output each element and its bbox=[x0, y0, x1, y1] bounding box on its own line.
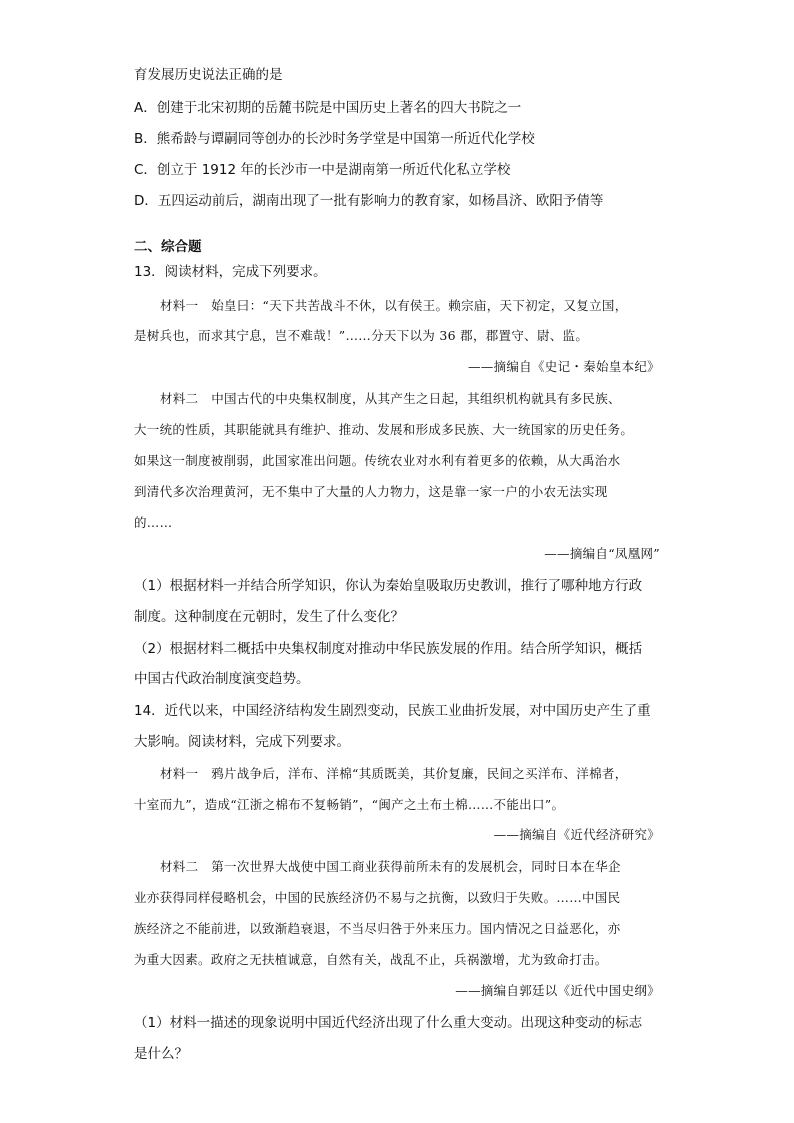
q13-material1-source: ——摘编自《史记・秦始皇本纪》 bbox=[467, 359, 660, 374]
q13-sub2-line2: 中国古代政治制度演变趋势。 bbox=[134, 671, 310, 687]
q13-material2-line4: 到清代多次治理黄河，无不集中了大量的人力物力，这是靠一家一户的小农无法实现 bbox=[134, 484, 608, 499]
q14-material1-line1: 材料一 鸦片战争后，洋布、洋棉“其质既美，其价复廉，民间之买洋布、洋棉者， bbox=[160, 766, 628, 781]
q13-material1-line1: 材料一 始皇曰：“天下共苦战斗不休，以有侯王。赖宗庙，天下初定，又复立国， bbox=[160, 298, 628, 313]
q13-material1-line2: 是树兵也，而求其宁息，岂不难哉！”……分天下以为 36 郡，郡置守、尉、监。 bbox=[134, 328, 589, 343]
section-title: 二、综合题 bbox=[134, 239, 202, 255]
q12-option-c: C．创立于 1912 年的长沙市一中是湖南第一所近代化私立学校 bbox=[134, 162, 511, 178]
q13-material2-line3: 如果这一制度被削弱，此国家准出问题。传统农业对水利有着更多的依赖，从大禹治水 bbox=[134, 453, 621, 468]
q14-material1-line2: 十室而九”，造成“江浙之棉布不复畅销”，“闽产之土布土棉……不能出口”。 bbox=[134, 797, 565, 812]
q14-sub1-line1: （1）材料一描述的现象说明中国近代经济出现了什么重大变动。出现这种变动的标志 bbox=[134, 1015, 643, 1031]
q13-sub1-line1: （1）根据材料一并结合所学知识，你认为秦始皇吸取历史教训，推行了哪种地方行政 bbox=[134, 578, 643, 594]
q14-material2-line4: 为重大因素。政府之无扶植诚意，自然有关，战乱不止，兵祸激增，尤为致命打击。 bbox=[134, 952, 608, 967]
q14-material2-line3: 族经济之不能前进，以致渐趋衰退，不当尽归咎于外来压力。国内情况之日益恶化，亦 bbox=[134, 921, 621, 936]
q13-material2-line2: 大一统的性质，其职能就具有维护、推动、发展和形成多民族、大一统国家的历史任务。 bbox=[134, 422, 634, 437]
q12-stem-end: 育发展历史说法正确的是 bbox=[134, 67, 283, 83]
q14-stem-line1: 14．近代以来，中国经济结构发生剧烈变动，民族工业曲折发展，对中国历史产生了重 bbox=[134, 703, 651, 719]
q12-option-d: D．五四运动前后，湖南出现了一批有影响力的教育家，如杨昌济、欧阳予倩等 bbox=[134, 193, 604, 209]
q13-material2-line1: 材料二 中国古代的中央集权制度，从其产生之日起，其组织机构就具有多民族、 bbox=[160, 391, 621, 406]
q12-option-b: B．熊希龄与谭嗣同等创办的长沙时务学堂是中国第一所近代化学校 bbox=[134, 131, 535, 147]
q13-material2-source: ——摘编自“凤凰网” bbox=[544, 546, 660, 561]
q14-sub1-line2: 是什么？ bbox=[134, 1046, 188, 1062]
q13-material2-line5: 的…… bbox=[134, 515, 173, 530]
q13-stem: 13．阅读材料，完成下列要求。 bbox=[134, 264, 327, 280]
q14-material1-source: ——摘编自《近代经济研究》 bbox=[493, 827, 660, 842]
q14-material2-line1: 材料二 第一次世界大战使中国工商业获得前所未有的发展机会，同时日本在华企 bbox=[160, 859, 621, 874]
q14-material2-source: ——摘编自郭廷以《近代中国史纲》 bbox=[455, 983, 660, 998]
q14-stem-line2: 大影响。阅读材料，完成下列要求。 bbox=[134, 734, 350, 750]
q12-option-a: A．创建于北宋初期的岳麓书院是中国历史上著名的四大书院之一 bbox=[134, 100, 522, 116]
q14-material2-line2: 业亦获得同样侵略机会，中国的民族经济仍不易与之抗衡，以致归于失败。……中国民 bbox=[134, 890, 621, 905]
q13-sub1-line2: 制度。这种制度在元朝时，发生了什么变化？ bbox=[134, 609, 404, 625]
q13-sub2-line1: （2）根据材料二概括中央集权制度对推动中华民族发展的作用。结合所学知识，概括 bbox=[134, 641, 643, 657]
